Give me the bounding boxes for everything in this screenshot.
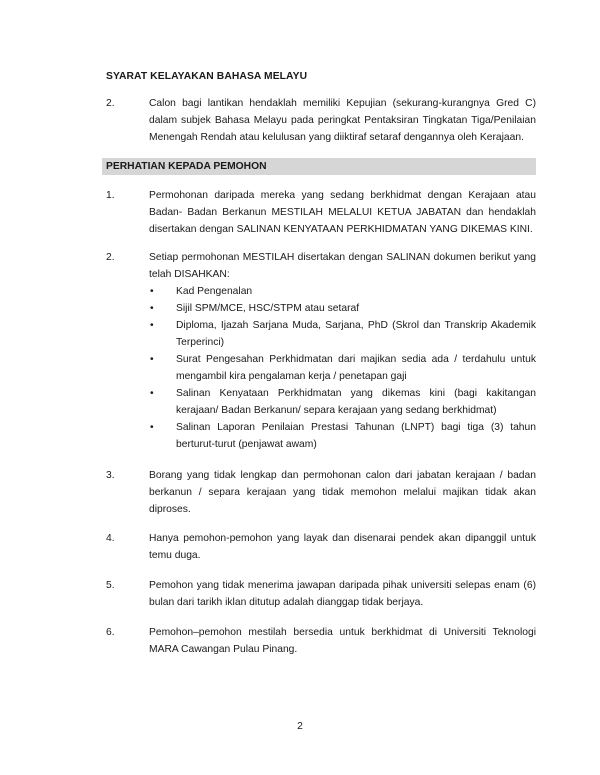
- list-item-text: Kad Pengenalan: [176, 286, 253, 297]
- bullet-icon: •: [150, 422, 154, 433]
- bullet-icon: •: [150, 286, 154, 297]
- item-text: Permohonan daripada mereka yang sedang berkhidmat dengan Kerajaan atau Badan- Badan Berkanun MESTILAH MELALUI KETUA JABATAN dan hendaklah disertakan dengan SALINAN KENYATAAN PERKHIDMATAN YANG DIKEMAS KINI.: [149, 190, 536, 235]
- item-text: Calon bagi lantikan hendaklah memiliki Kepujian (sekurang-kurangnya Gred C) dalam subjek Bahasa Melayu pada peringkat Pentaksiran Tingkatan Tiga/Penilaian Menengah Rendah atau kelulusan yang diiktiraf setaraf dengannya oleh Kerajaan.: [149, 98, 536, 143]
- item-number: 5.: [106, 580, 115, 591]
- bullet-icon: •: [150, 320, 154, 331]
- item-number: 2.: [106, 98, 115, 109]
- syarat-item-2: [106, 95, 536, 146]
- perhatian-item-3: [106, 467, 536, 518]
- list-item: [149, 317, 536, 351]
- item-text: Setiap permohonan MESTILAH disertakan dengan SALINAN dokumen berikut yang telah DISAHKAN:: [149, 252, 536, 280]
- list-item: [149, 385, 536, 419]
- bullet-icon: •: [150, 303, 154, 314]
- perhatian-item-2: [106, 249, 536, 453]
- list-item: [149, 283, 536, 300]
- item-text: Hanya pemohon-pemohon yang layak dan disenarai pendek akan dipanggil untuk temu duga.: [149, 533, 536, 561]
- list-item-text: Surat Pengesahan Perkhidmatan dari majikan sedia ada / terdahulu untuk mengambil kira pengalaman kerja / penetapan gaji: [176, 354, 536, 382]
- list-item-text: Sijil SPM/MCE, HSC/STPM atau setaraf: [176, 303, 360, 314]
- item-text: Pemohon yang tidak menerima jawapan daripada pihak universiti selepas enam (6) bulan dari tarikh iklan ditutup adalah dianggap tidak berjaya.: [149, 580, 536, 608]
- page-number: 2: [297, 721, 303, 732]
- item-number: 6.: [106, 627, 115, 638]
- item-number: 1.: [106, 190, 115, 201]
- syarat-kelayakan-heading: SYARAT KELAYAKAN BAHASA MELAYU: [106, 71, 308, 82]
- item-number: 4.: [106, 533, 115, 544]
- item-text: Pemohon–pemohon mestilah bersedia untuk berkhidmat di Universiti Teknologi MARA Cawangan Pulau Pinang.: [149, 627, 536, 655]
- list-item: [149, 351, 536, 385]
- item-number: 3.: [106, 470, 115, 481]
- bullet-icon: •: [150, 354, 154, 365]
- perhatian-item-1: [106, 187, 536, 238]
- document-list: [149, 283, 536, 453]
- list-item: [149, 300, 536, 317]
- list-item-text: Diploma, Ijazah Sarjana Muda, Sarjana, PhD (Skrol dan Transkrip Akademik Terperinci): [176, 320, 536, 348]
- perhatian-item-4: [106, 530, 536, 564]
- list-item-text: Salinan Kenyataan Perkhidmatan yang dikemas kini (bagi kakitangan kerajaan/ Badan Berkanun/ separa kerajaan yang sedang berkhidmat): [176, 388, 536, 416]
- list-item-text: Salinan Laporan Penilaian Prestasi Tahunan (LNPT) bagi tiga (3) tahun berturut-turut (penjawat awam): [176, 422, 536, 450]
- perhatian-item-6: [106, 624, 536, 658]
- perhatian-item-5: [106, 577, 536, 611]
- list-item: [149, 419, 536, 453]
- perhatian-heading: PERHATIAN KEPADA PEMOHON: [102, 158, 536, 175]
- bullet-icon: •: [150, 388, 154, 399]
- item-number: 2.: [106, 252, 115, 263]
- item-text: Borang yang tidak lengkap dan permohonan calon dari jabatan kerajaan / badan berkanun / separa kerajaan yang tidak memohon melalui majikan tidak akan diproses.: [149, 470, 536, 515]
